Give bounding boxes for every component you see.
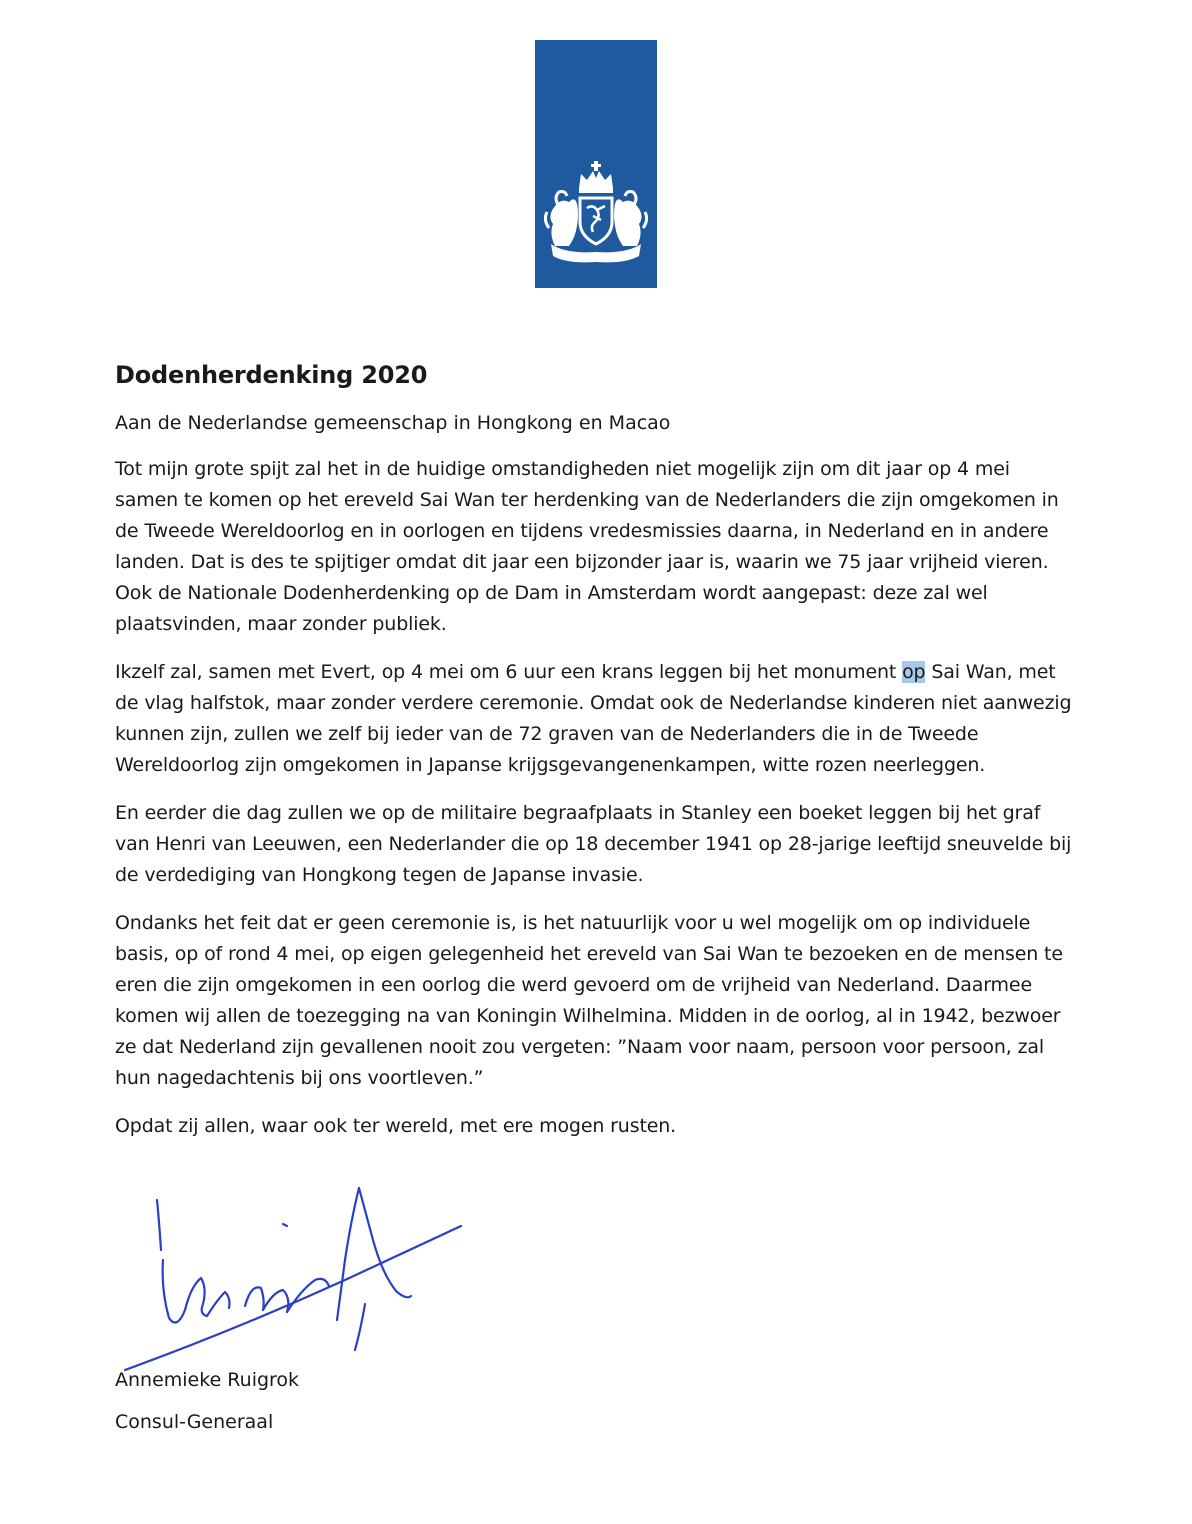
paragraph-4: Ondanks het feit dat er geen ceremonie is, is het natuurlijk voor u wel mogelijk om op individuele basis, op of rond 4 mei, op eigen gelegenheid het ereveld van Sai Wan te bezoeken en de mensen te eren die zijn omgekomen in een oorlog die werd gevoerd om de vrijheid van Nederland. Daarmee komen wij allen de toezegging na van Koningin Wilhelmina. Midden in de oorlog, al in 1942, bezwoer ze dat Nederland zijn gevallenen nooit zou vergeten: ”Naam voor naam, persoon voor persoon, zal hun nagedachtenis bij ons voortleven.”: [115, 912, 1063, 1089]
paragraph-2: [115, 657, 1075, 781]
paragraph-5: Opdat zij allen, waar ook ter wereld, met ere mogen rusten.: [115, 1115, 677, 1137]
letter-title: Dodenherdenking 2020: [115, 361, 428, 389]
signer-title: Consul-Generaal: [115, 1411, 274, 1433]
paragraph-3: En eerder die dag zullen we op de militaire begraafplaats in Stanley een boeket leggen bij het graf van Henri van Leeuwen, een Nederlander die op 18 december 1941 op 28-jarige leeftijd sneuvelde bij de verdediging van Hongkong tegen de Japanse invasie.: [115, 802, 1072, 886]
paragraph-1: Tot mijn grote spijt zal het in de huidige omstandigheden niet mogelijk zijn om dit jaar op 4 mei samen te komen op het ereveld Sai Wan ter herdenking van de Nederlanders die zijn omgekomen in de Tweede Wereldoorlog en in oorlogen en tijdens vredesmissies daarna, in Nederland en in andere landen. Dat is des te spijtiger omdat dit jaar een bijzonder jaar is, waarin we 75 jaar vrijheid vieren. Ook de Nationale Dodenherdenking op de Dam in Amsterdam wordt aangepast: deze zal wel plaatsvinden, maar zonder publiek.: [115, 458, 1059, 635]
letter-addressee: Aan de Nederlandse gemeenschap in Hongkong en Macao: [115, 412, 671, 434]
letter-body: [115, 357, 1075, 1142]
paragraph-2-part-1: Ikzelf zal, samen met Evert, op 4 mei om 6 uur een krans leggen bij het monument: [115, 661, 903, 683]
signer-name: Annemieke Ruigrok: [115, 1369, 300, 1391]
handwritten-signature: [115, 1180, 495, 1380]
government-logo: [535, 40, 657, 288]
highlighted-word: op: [902, 661, 926, 683]
coat-of-arms-icon: [535, 40, 657, 288]
paragraph-2-part-2: Sai Wan, met de vlag halfstok, maar zonder verdere ceremonie. Omdat ook de Nederlandse kinderen niet aanwezig kunnen zijn, zullen we zelf bij ieder van de 72 graven van de Nederlanders die in de Tweede Wereldoorlog zijn omgekomen in Japanse krijgsgevangenenkampen, witte rozen neerleggen.: [115, 661, 1072, 776]
